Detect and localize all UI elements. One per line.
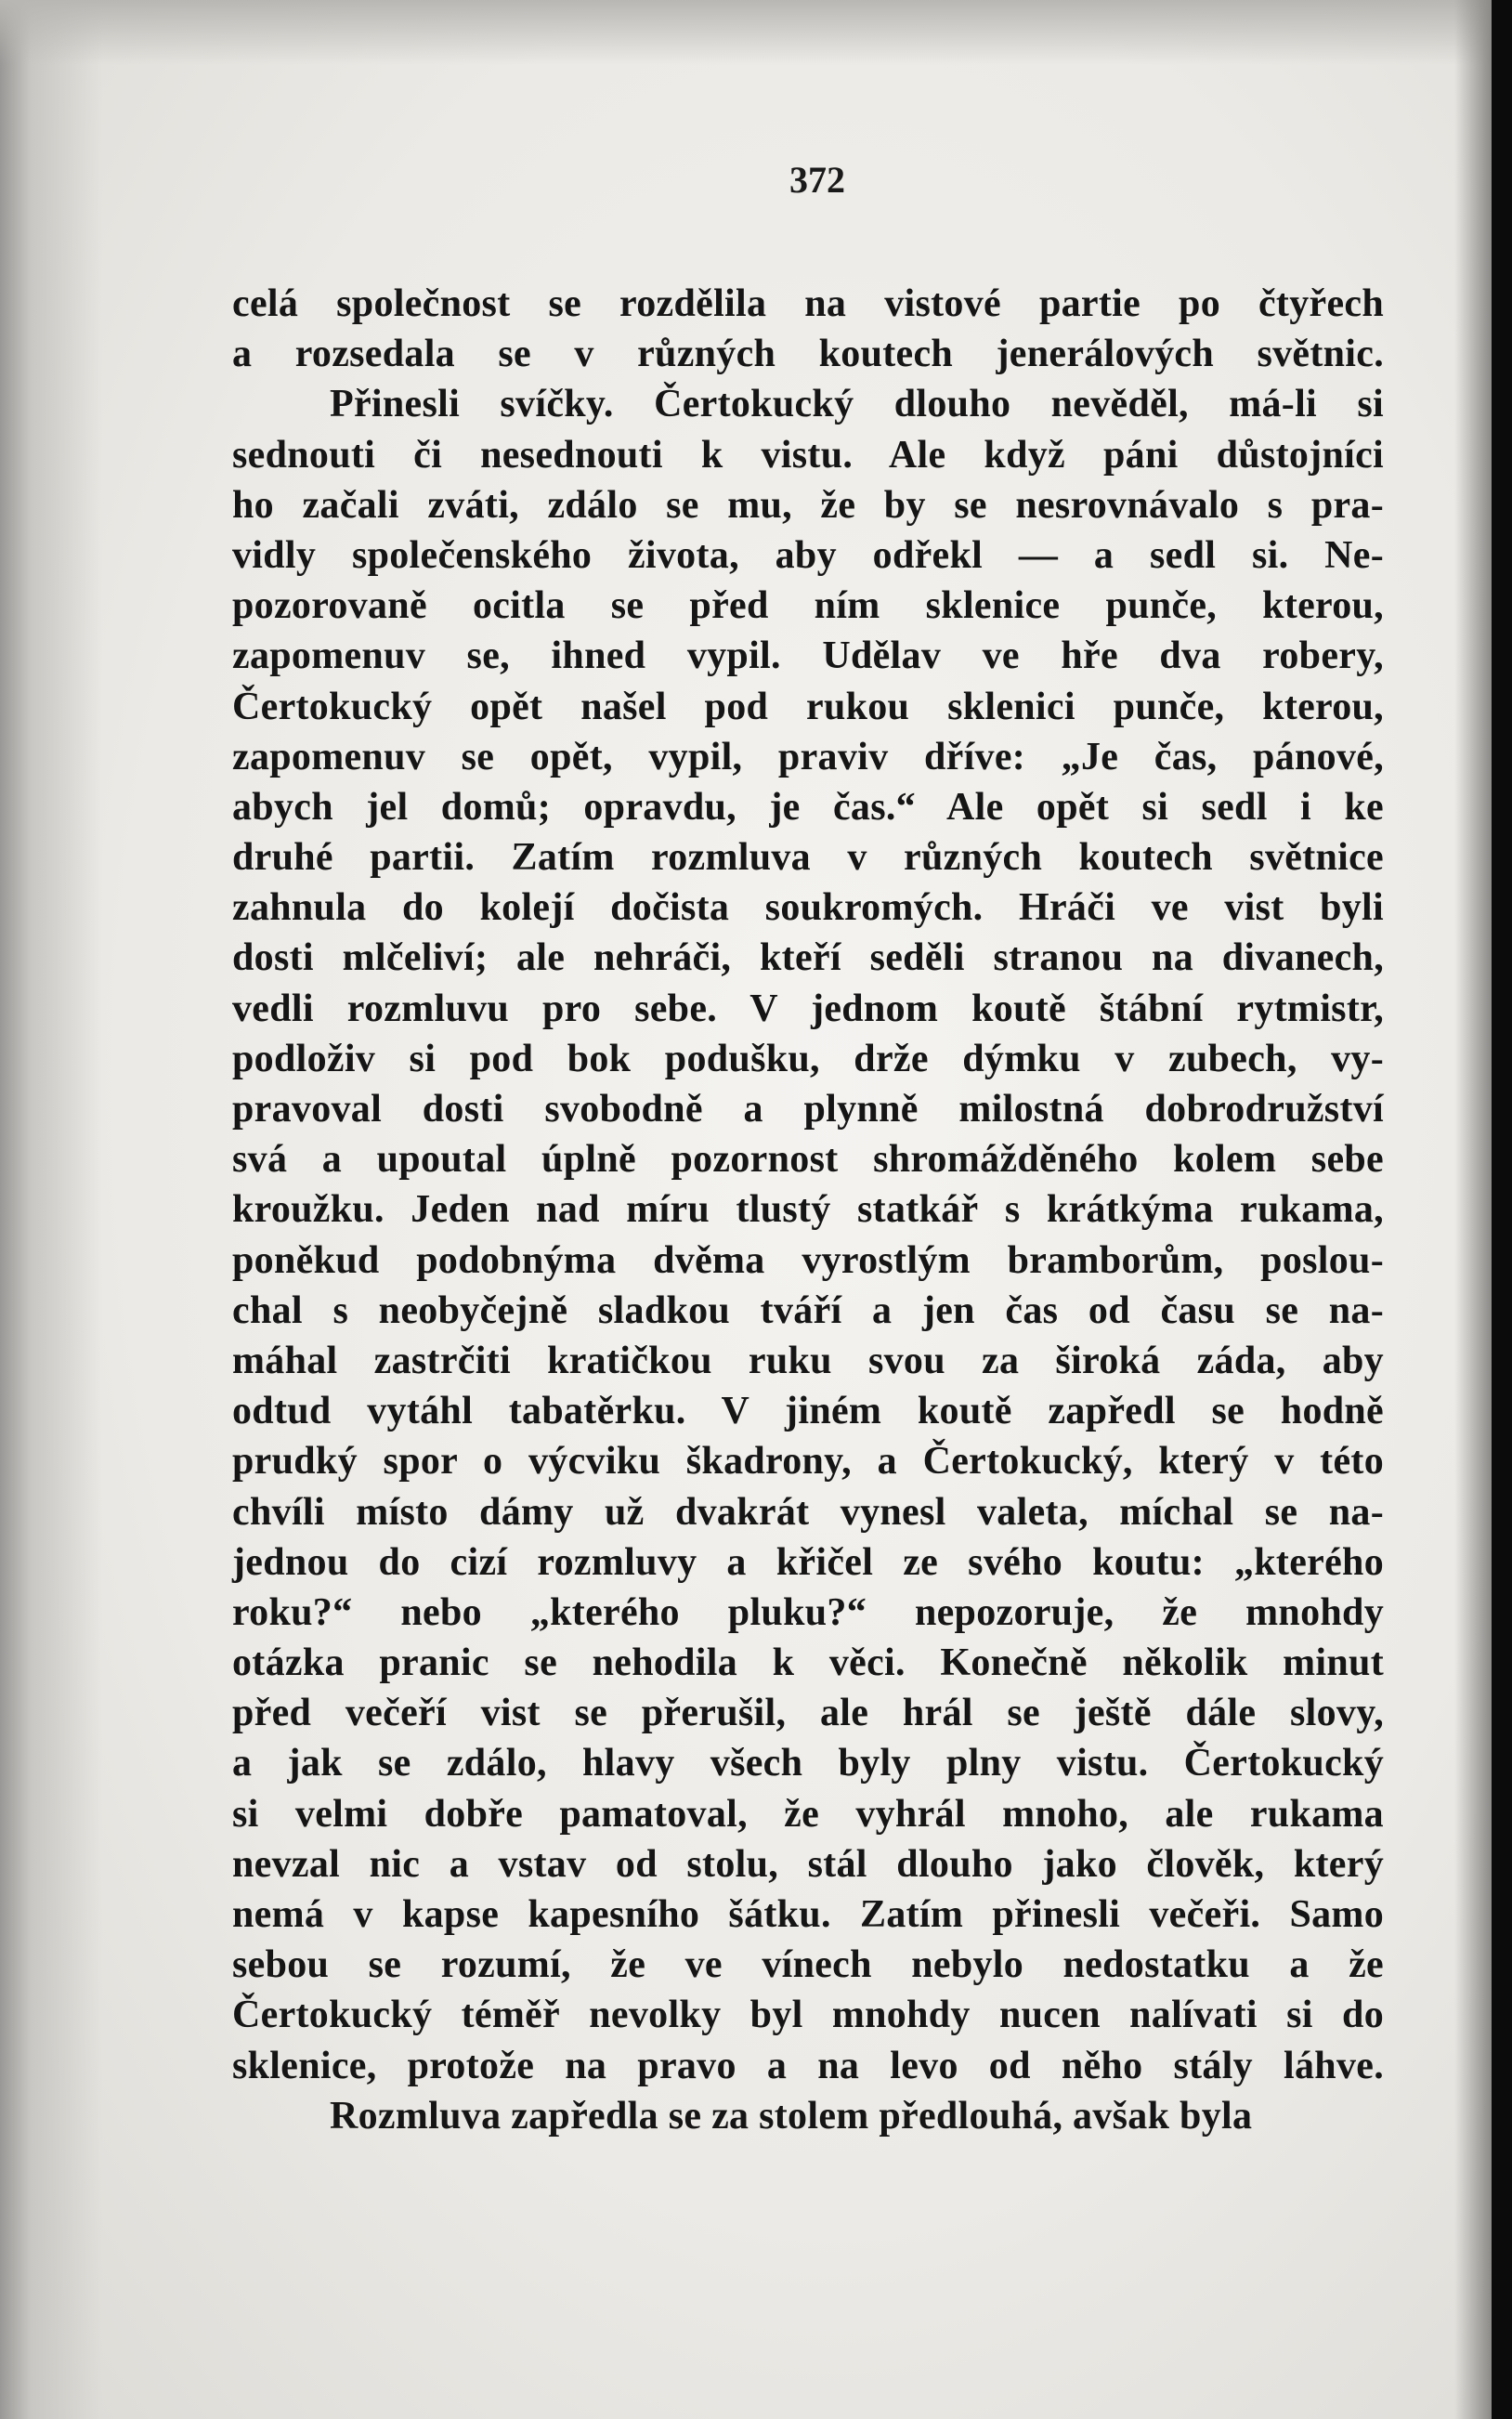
text-line: druhé partii. Zatím rozmluva v různých koutech světnice	[232, 836, 1384, 880]
text-line: chvíli místo dámy už dvakrát vynesl valeta, míchal se na-	[232, 1490, 1384, 1534]
text-line: a jak se zdálo, hlavy všech byly plny vistu. Čertokucký	[232, 1742, 1384, 1785]
text-line: vedli rozmluvu pro sebe. V jednom koutě štábní rytmistr,	[232, 987, 1384, 1030]
text-line: a rozsedala se v různých koutech jenerálových světnic.	[232, 333, 1384, 376]
text-line: kroužku. Jeden nad míru tlustý statkář s krátkýma rukama,	[232, 1188, 1384, 1232]
text-line: prudký spor o výcviku škadrony, a Čertokucký, který v této	[232, 1440, 1384, 1484]
text-line: si velmi dobře pamatoval, že vyhrál mnoho, ale rukama	[232, 1792, 1384, 1836]
page-number: 372	[789, 159, 845, 201]
text-line: sednouti či nesednouti k vistu. Ale když páni důstojníci	[232, 433, 1384, 477]
text-line: chal s neobyčejně sladkou tváří a jen čas od času se na-	[232, 1288, 1384, 1332]
text-line: vidly společenského života, aby odřekl — a sedl si. Ne-	[232, 533, 1384, 577]
text-line: celá společnost se rozdělila na vistové partie po čtyřech	[232, 282, 1384, 325]
text-line: sklenice, protože na pravo a na levo od něho stály láhve.	[232, 2044, 1384, 2087]
body-text	[232, 279, 1384, 2141]
text-line: Rozmluva zapředla se za stolem předlouhá, avšak byla	[330, 2094, 1253, 2138]
text-line: před večeří vist se přerušil, ale hrál se ještě dále slovy,	[232, 1692, 1384, 1735]
text-line: roku?“ nebo „kterého pluku?“ nepozoruje, že mnohdy	[232, 1590, 1384, 1634]
text-line: jednou do cizí rozmluvy a křičel ze svého koutu: „kterého	[232, 1540, 1384, 1584]
text-line: zapomenuv se opět, vypil, praviv dříve: „Je čas, pánové,	[232, 735, 1384, 778]
text-line: Čertokucký téměř nevolky byl mnohdy nucen nalívati si do	[232, 1994, 1384, 2037]
text-line: zahnula do kolejí dočista soukromých. Hráči ve vist byli	[232, 886, 1384, 930]
text-line: svá a upoutal úplně pozornost shromážděného kolem sebe	[232, 1138, 1384, 1182]
text-line: sebou se rozumí, že ve vínech nebylo nedostatku a že	[232, 1943, 1384, 1987]
text-line: máhal zastrčiti kratičkou ruku svou za široká záda, aby	[232, 1339, 1384, 1382]
text-line: otázka pranic se nehodila k věci. Konečně několik minut	[232, 1641, 1384, 1685]
text-line: dosti mlčeliví; ale nehráči, kteří seděli stranou na divanech,	[232, 936, 1384, 980]
text-line: abych jel domů; opravdu, je čas.“ Ale opět si sedl i ke	[232, 785, 1384, 829]
text-line: ho začali zváti, zdálo se mu, že by se nesrovnávalo s pra-	[232, 483, 1384, 527]
text-line: pozorovaně ocitla se před ním sklenice punče, kterou,	[232, 584, 1384, 628]
text-line: pravoval dosti svobodně a plynně milostná dobrodružství	[232, 1088, 1384, 1131]
scan-border-right	[1492, 0, 1512, 2419]
text-line: odtud vytáhl tabatěrku. V jiném koutě zapředl se hodně	[232, 1390, 1384, 1433]
text-line: Přinesli svíčky. Čertokucký dlouho nevěděl, má-li si	[330, 383, 1384, 426]
page-edge-shadow-top	[0, 0, 1512, 65]
text-line: Čertokucký opět našel pod rukou sklenici punče, kterou,	[232, 685, 1384, 728]
page-edge-shadow-left	[0, 0, 102, 2419]
text-line: nemá v kapse kapesního šátku. Zatím přinesli večeři. Samo	[232, 1893, 1384, 1936]
text-line: poněkud podobnýma dvěma vyrostlým bramborům, poslou-	[232, 1238, 1384, 1282]
text-line: podloživ si pod bok podušku, drže dýmku v zubech, vy-	[232, 1037, 1384, 1080]
page-edge-shadow-right	[1454, 0, 1492, 2419]
text-line: zapomenuv se, ihned vypil. Udělav ve hře dva robery,	[232, 634, 1384, 678]
text-line: nevzal nic a vstav od stolu, stál dlouho jako člověk, který	[232, 1842, 1384, 1886]
